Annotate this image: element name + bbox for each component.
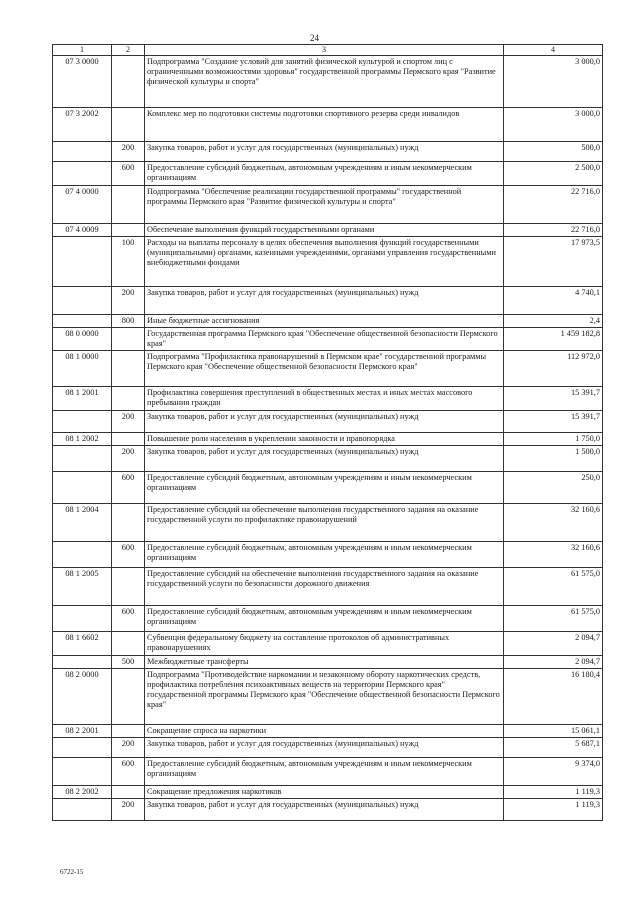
table-row [53, 738, 603, 758]
cell-name: Закупка товаров, работ и услуг для государственных (муниципальных) нужд [145, 142, 504, 162]
table-row [53, 56, 603, 108]
cell-code [53, 656, 112, 669]
table-row [53, 669, 603, 725]
cell-type [112, 56, 145, 108]
cell-code [53, 472, 112, 504]
cell-type [112, 433, 145, 446]
cell-code [53, 162, 112, 186]
table-row [53, 472, 603, 504]
cell-type [112, 568, 145, 606]
cell-name: Предоставление субсидий бюджетным, автономным учреждениям и иным некоммерческим организациям [145, 162, 504, 186]
cell-amount: 1 119,3 [504, 799, 603, 821]
table-row [53, 387, 603, 411]
table-row [53, 606, 603, 632]
table-row [53, 162, 603, 186]
cell-amount: 2 500,0 [504, 162, 603, 186]
cell-amount: 32 160,6 [504, 504, 603, 542]
cell-code: 07 3 0000 [53, 56, 112, 108]
cell-amount: 250,0 [504, 472, 603, 504]
table-row [53, 186, 603, 224]
table-row [53, 142, 603, 162]
cell-type [112, 224, 145, 237]
cell-type [112, 387, 145, 411]
cell-code: 08 1 2005 [53, 568, 112, 606]
page-number: 24 [310, 33, 319, 43]
cell-code: 08 1 6602 [53, 632, 112, 656]
cell-amount: 15 061,1 [504, 725, 603, 738]
header-col-name: 3 [145, 45, 504, 56]
cell-type: 600 [112, 162, 145, 186]
cell-amount: 3 000,0 [504, 56, 603, 108]
header-col-code: 1 [53, 45, 112, 56]
cell-code [53, 446, 112, 472]
cell-type: 200 [112, 799, 145, 821]
cell-type [112, 504, 145, 542]
table-row [53, 786, 603, 799]
cell-amount: 112 972,0 [504, 351, 603, 387]
cell-name: Предоставление субсидий бюджетным, автономным учреждениям и иным некоммерческим организациям [145, 758, 504, 786]
table-row [53, 542, 603, 568]
cell-code: 08 2 2002 [53, 786, 112, 799]
cell-type: 200 [112, 287, 145, 315]
cell-amount: 17 973,5 [504, 237, 603, 287]
cell-code [53, 606, 112, 632]
cell-code [53, 315, 112, 328]
cell-name: Подпрограмма "Противодействие наркомании и незаконному обороту наркотических средств, профилактика потребления психоактивных веществ на территории Пермского края" государственной программы Пермского края "Обеспечение общественной безопасности Пермского края" [145, 669, 504, 725]
cell-amount: 2 094,7 [504, 656, 603, 669]
cell-amount: 15 391,7 [504, 411, 603, 433]
cell-name: Подпрограмма "Обеспечение реализации государственной программы" государственной программы Пермского края "Развитие физической культуры и спорта" [145, 186, 504, 224]
table-row [53, 433, 603, 446]
cell-name: Межбюджетные трансферты [145, 656, 504, 669]
cell-code [53, 738, 112, 758]
table-row [53, 446, 603, 472]
table-row [53, 411, 603, 433]
table-row [53, 632, 603, 656]
cell-amount: 500,0 [504, 142, 603, 162]
table-row [53, 504, 603, 542]
table-row [53, 351, 603, 387]
table-row [53, 799, 603, 821]
cell-amount: 1 500,0 [504, 446, 603, 472]
cell-type: 600 [112, 758, 145, 786]
cell-type: 800 [112, 315, 145, 328]
cell-code [53, 142, 112, 162]
cell-amount: 2,4 [504, 315, 603, 328]
cell-type: 200 [112, 142, 145, 162]
cell-type: 200 [112, 446, 145, 472]
cell-name: Субвенция федеральному бюджету на составление протоколов об административных правонарушениях [145, 632, 504, 656]
table-row [53, 287, 603, 315]
cell-amount: 1 119,3 [504, 786, 603, 799]
cell-code: 08 0 0000 [53, 328, 112, 351]
table-row [53, 237, 603, 287]
cell-type: 600 [112, 542, 145, 568]
header-col-type: 2 [112, 45, 145, 56]
cell-name: Предоставление субсидий бюджетным, автономным учреждениям и иным некоммерческим организациям [145, 606, 504, 632]
cell-code: 08 2 2001 [53, 725, 112, 738]
cell-amount: 2 094,7 [504, 632, 603, 656]
table-row [53, 108, 603, 142]
cell-name: Предоставление субсидий на обеспечение выполнения государственного задания на оказание государственной услуги по профилактике правонарушений [145, 504, 504, 542]
cell-code: 07 4 0000 [53, 186, 112, 224]
cell-type [112, 786, 145, 799]
cell-amount: 1 459 182,8 [504, 328, 603, 351]
cell-name: Иные бюджетные ассигнования [145, 315, 504, 328]
cell-type [112, 351, 145, 387]
cell-name: Предоставление субсидий бюджетным, автономным учреждениям и иным некоммерческим организациям [145, 472, 504, 504]
cell-amount: 22 716,0 [504, 224, 603, 237]
cell-amount: 22 716,0 [504, 186, 603, 224]
cell-name: Закупка товаров, работ и услуг для государственных (муниципальных) нужд [145, 799, 504, 821]
header-col-amount: 4 [504, 45, 603, 56]
cell-name: Закупка товаров, работ и услуг для государственных (муниципальных) нужд [145, 411, 504, 433]
cell-amount: 5 687,1 [504, 738, 603, 758]
cell-name: Закупка товаров, работ и услуг для государственных (муниципальных) нужд [145, 738, 504, 758]
table-row [53, 725, 603, 738]
cell-code [53, 411, 112, 433]
cell-code [53, 799, 112, 821]
cell-amount: 1 750,0 [504, 433, 603, 446]
cell-amount: 16 180,4 [504, 669, 603, 725]
cell-code: 08 1 2004 [53, 504, 112, 542]
cell-code [53, 237, 112, 287]
cell-name: Государственная программа Пермского края "Обеспечение общественной безопасности Пермского края" [145, 328, 504, 351]
cell-type: 600 [112, 472, 145, 504]
cell-name: Предоставление субсидий на обеспечение выполнения государственного задания на оказание государственной услуги по безопасности дорожного движения [145, 568, 504, 606]
cell-name: Профилактика совершения преступлений в общественных местах и иных местах массового пребывания граждан [145, 387, 504, 411]
cell-amount: 9 374,0 [504, 758, 603, 786]
cell-name: Сокращение спроса на наркотики [145, 725, 504, 738]
cell-type [112, 108, 145, 142]
footer-code: 6722-15 [60, 868, 84, 876]
table-row [53, 224, 603, 237]
cell-code [53, 758, 112, 786]
cell-code: 08 1 0000 [53, 351, 112, 387]
cell-type [112, 669, 145, 725]
table-row [53, 568, 603, 606]
cell-amount: 32 160,6 [504, 542, 603, 568]
budget-table [52, 44, 603, 821]
cell-amount: 4 740,1 [504, 287, 603, 315]
cell-code [53, 287, 112, 315]
cell-name: Обеспечение выполнения функций государственными органами [145, 224, 504, 237]
cell-code: 08 2 0000 [53, 669, 112, 725]
cell-type [112, 725, 145, 738]
cell-code: 07 3 2002 [53, 108, 112, 142]
cell-code: 08 1 2002 [53, 433, 112, 446]
cell-name: Повышение роли населения в укреплении законности и правопорядка [145, 433, 504, 446]
table-row [53, 328, 603, 351]
cell-name: Подпрограмма "Создание условий для занятий физической культурой и спортом лиц с ограниченными возможностями здоровья" государственной программы Пермского края "Развитие физической культуры и спорта" [145, 56, 504, 108]
cell-code: 08 1 2001 [53, 387, 112, 411]
cell-type [112, 328, 145, 351]
cell-type: 600 [112, 606, 145, 632]
table-row [53, 656, 603, 669]
cell-amount: 3 000,0 [504, 108, 603, 142]
cell-type: 200 [112, 738, 145, 758]
table-row [53, 758, 603, 786]
cell-code: 07 4 0009 [53, 224, 112, 237]
cell-type: 100 [112, 237, 145, 287]
cell-type [112, 632, 145, 656]
cell-amount: 15 391,7 [504, 387, 603, 411]
cell-type [112, 186, 145, 224]
cell-name: Закупка товаров, работ и услуг для государственных (муниципальных) нужд [145, 446, 504, 472]
cell-name: Предоставление субсидий бюджетным, автономным учреждениям и иным некоммерческим организациям [145, 542, 504, 568]
table-row [53, 315, 603, 328]
cell-code [53, 542, 112, 568]
cell-name: Сокращение предложения наркотиков [145, 786, 504, 799]
cell-name: Закупка товаров, работ и услуг для государственных (муниципальных) нужд [145, 287, 504, 315]
cell-name: Комплекс мер по подготовки системы подготовки спортивного резерва среди инвалидов [145, 108, 504, 142]
cell-type: 500 [112, 656, 145, 669]
cell-type: 200 [112, 411, 145, 433]
header-row [53, 45, 603, 56]
cell-amount: 61 575,0 [504, 606, 603, 632]
cell-name: Расходы на выплаты персоналу в целях обеспечения выполнения функций государственными (муниципальными) органами, казенными учреждениями, органами управления государственными внебюджетными фондами [145, 237, 504, 287]
cell-name: Подпрограмма "Профилактика правонарушений в Пермском крае" государственной программы Пермского края "Обеспечение общественной безопасности Пермского края" [145, 351, 504, 387]
cell-amount: 61 575,0 [504, 568, 603, 606]
